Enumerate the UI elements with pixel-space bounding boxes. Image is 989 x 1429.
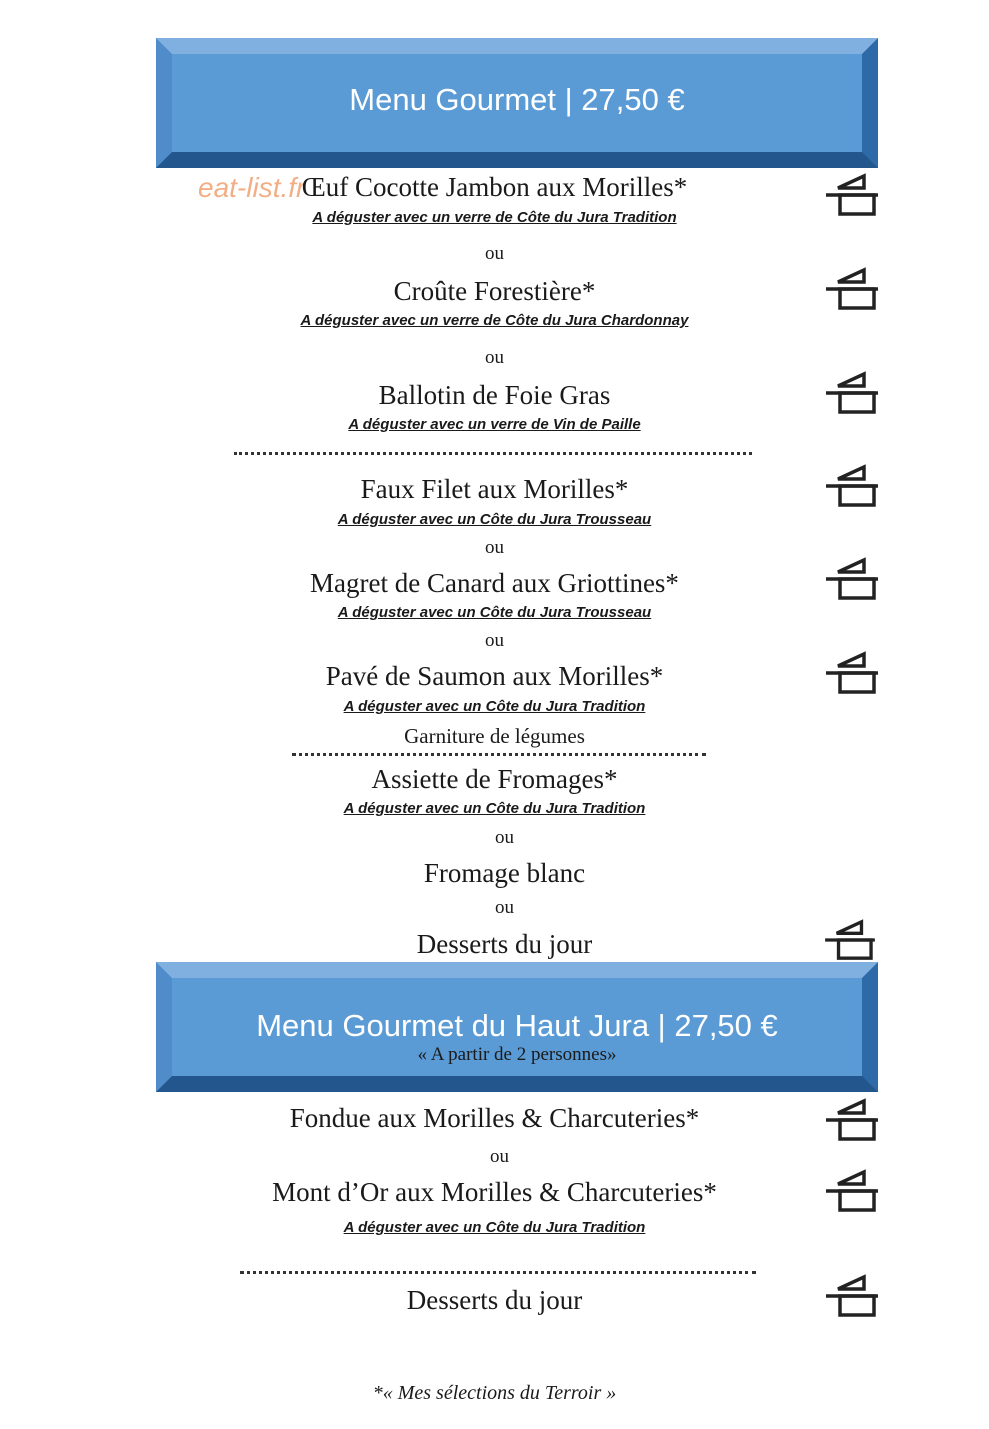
dotted-divider [234, 452, 752, 455]
dish-faux-filet: Faux Filet aux Morilles* [360, 474, 629, 504]
or-separator: ou [495, 827, 514, 848]
watermark: eat-list.fr [198, 172, 306, 203]
house-logo-icon [824, 370, 880, 416]
dish-croute-forestiere: Croûte Forestière* [393, 276, 596, 306]
dish-desserts: Desserts du jour [416, 929, 593, 959]
dish-mont-dor: Mont d’Or aux Morilles & Charcuteries* [272, 1177, 717, 1207]
house-logo-icon [824, 1273, 880, 1319]
dish-desserts-haut-jura: Desserts du jour [406, 1285, 583, 1315]
dotted-divider [240, 1271, 756, 1274]
pairing-ballotin-foie-gras: A déguster avec un verre de Vin de Paille [348, 416, 641, 433]
or-separator: ou [490, 1146, 509, 1167]
pairing-faux-filet: A déguster avec un Côte du Jura Trousseau [337, 511, 652, 528]
house-logo-icon [824, 1097, 880, 1143]
menu-haut-jura-subtitle: « A partir de 2 personnes» [417, 1044, 617, 1065]
menu-gourmet-banner [156, 38, 878, 168]
house-logo-icon [824, 650, 880, 696]
pairing-mont-dor: A déguster avec un Côte du Jura Tradition [343, 1219, 646, 1236]
or-separator: ou [485, 537, 504, 558]
pairing-pave-saumon: A déguster avec un Côte du Jura Tradition [343, 698, 646, 715]
dish-fromage-blanc: Fromage blanc [423, 858, 586, 888]
menu-gourmet-title: Menu Gourmet | 27,50 € [349, 82, 685, 117]
house-logo-icon [824, 463, 880, 509]
dish-assiette-fromages: Assiette de Fromages* [371, 764, 618, 794]
pairing-magret-canard: A déguster avec un Côte du Jura Trousseau [337, 604, 652, 621]
dotted-divider [292, 753, 706, 756]
dish-fondue: Fondue aux Morilles & Charcuteries* [289, 1103, 700, 1133]
menu-haut-jura-banner [156, 962, 878, 1092]
footnote: *« Mes sélections du Terroir » [372, 1382, 617, 1404]
house-logo-icon [822, 918, 878, 962]
dish-ballotin-foie-gras: Ballotin de Foie Gras [378, 380, 611, 410]
pairing-croute-forestiere: A déguster avec un verre de Côte du Jura Chardonnay [300, 312, 689, 329]
or-separator: ou [485, 243, 504, 264]
dish-oeuf-cocotte: Œuf Cocotte Jambon aux Morilles* [301, 172, 688, 202]
house-logo-icon [824, 172, 880, 218]
garnish-note: Garniture de légumes [404, 724, 585, 748]
or-separator: ou [495, 897, 514, 918]
or-separator: ou [485, 347, 504, 368]
dish-pave-saumon: Pavé de Saumon aux Morilles* [325, 661, 664, 691]
dish-magret-canard: Magret de Canard aux Griottines* [310, 568, 679, 598]
house-logo-icon [824, 1168, 880, 1214]
menu-haut-jura-title: Menu Gourmet du Haut Jura | 27,50 € [256, 1008, 778, 1043]
or-separator: ou [485, 630, 504, 651]
pairing-assiette-fromages: A déguster avec un Côte du Jura Tradition [343, 800, 646, 817]
house-logo-icon [824, 266, 880, 312]
house-logo-icon [824, 556, 880, 602]
pairing-oeuf-cocotte: A déguster avec un verre de Côte du Jura Tradition [312, 209, 677, 226]
